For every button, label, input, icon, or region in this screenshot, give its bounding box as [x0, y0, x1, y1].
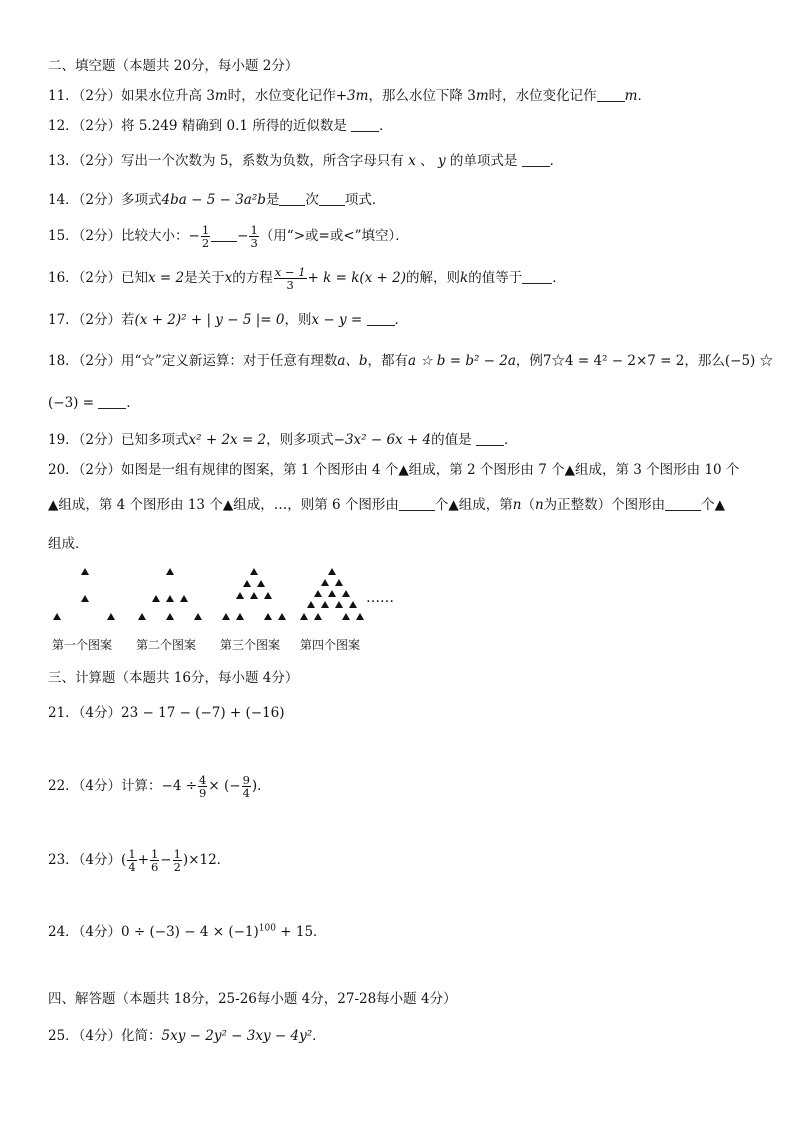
triangle-icon: [236, 592, 244, 599]
q16-denominator: 3: [286, 278, 294, 292]
triangle-icon: [314, 613, 322, 620]
caption-pattern-2: 第二个图案: [136, 638, 197, 652]
triangle-icon: [321, 601, 329, 608]
q23-numerator-3: 1: [173, 847, 181, 861]
triangle-icon: [194, 613, 202, 620]
q22-end: )．: [251, 778, 271, 794]
q14-text-c: 次: [305, 192, 319, 208]
q20-line2-d: 为正整数）个图形由: [543, 497, 666, 513]
q15-fraction-half: [201, 224, 210, 249]
q15-text-b: （用“>或=或<”填空）．: [259, 228, 409, 244]
caption-pattern-1: 第一个图案: [52, 638, 113, 652]
q20-line1: 如图是一组有规律的图案，第 1 个图形由 4 个▲组成，第 2 个图形由 7 个▲组成，第 3 个图形由 10 个: [121, 462, 740, 478]
triangle-icon: [107, 613, 115, 620]
q18-question: (−5) ☆: [724, 353, 774, 369]
q15-numerator-2: 1: [250, 223, 258, 237]
q14-text-d: 项式．: [344, 192, 386, 208]
q18-text-d: ，那么: [684, 353, 725, 369]
pattern-4: [300, 568, 364, 620]
q25-text-a: 化简：: [121, 1028, 162, 1044]
q20-answer-blank-2[interactable]: [665, 510, 701, 511]
q15-fraction-third: [249, 224, 258, 249]
q23-number: 23．（4分）: [48, 852, 122, 868]
question-15: [48, 224, 409, 249]
question-20-line3: [48, 534, 89, 554]
q18-definition: a ☆ b = b² − 2a: [408, 353, 516, 369]
q22-text-c: × (−: [208, 778, 241, 794]
q23-fraction-1: [127, 848, 136, 873]
question-24: [48, 922, 327, 942]
q14-terms-blank[interactable]: [319, 205, 345, 206]
question-23: [48, 848, 230, 873]
q16-text-f: 的值等于: [468, 270, 523, 286]
q18-a-b: a、b: [337, 353, 368, 369]
q18-text-a: 用“☆”定义新运算：对于任意有理数: [121, 353, 338, 369]
question-17: [48, 310, 408, 330]
q19-text-b: ，则多项式: [266, 432, 334, 448]
triangle-icon: [321, 579, 329, 586]
question-12: [48, 116, 393, 136]
triangle-icon: [307, 601, 315, 608]
q13-end: ．: [549, 153, 564, 169]
q16-fraction: [274, 266, 307, 291]
pattern-3: [222, 568, 286, 620]
q13-answer-blank[interactable]: [522, 166, 550, 167]
question-19: [48, 430, 517, 450]
q21-number: 21．（4分）: [48, 705, 122, 721]
q14-text-a: 多项式: [121, 192, 162, 208]
triangle-icon: [166, 595, 174, 602]
q22-numerator-1: 4: [199, 773, 207, 787]
q11-m-2: m: [475, 88, 489, 104]
triangle-icon: [314, 590, 322, 597]
question-20: [48, 460, 739, 480]
q22-denominator-2: 4: [242, 786, 250, 800]
q20-n-2: n: [534, 497, 544, 513]
question-18-line2: [48, 393, 140, 413]
q13-text-b: 的单项式是: [449, 153, 518, 169]
q20-number: 20．（2分）: [48, 462, 122, 478]
q23-denominator-3: 2: [173, 860, 181, 874]
q20-n-1: n: [512, 497, 522, 513]
q18-example: 7☆4 = 4² − 2×7 = 2: [542, 353, 685, 369]
q11-text-c: ，那么水位下降 3: [368, 88, 476, 104]
q22-numerator-2: 9: [242, 773, 250, 787]
q20-line3: 组成．: [48, 536, 89, 552]
q22-text-b: −4 ÷: [161, 778, 198, 794]
triangle-icon: [138, 613, 146, 620]
q19-polynomial-1: x² + 2x = 2: [188, 432, 267, 448]
q23-fraction-3: [173, 848, 182, 873]
q14-text-b: 是: [265, 192, 280, 208]
q19-answer-blank[interactable]: [476, 445, 504, 446]
q13-y: y: [437, 153, 446, 169]
q16-x: x: [224, 270, 233, 286]
question-18: [48, 351, 773, 371]
q11-end: ．: [637, 88, 651, 104]
q12-end: ．: [379, 118, 393, 134]
q11-m-3: m: [624, 88, 638, 104]
question-14: [48, 190, 385, 210]
q20-answer-blank-1[interactable]: [399, 510, 435, 511]
question-13: [48, 151, 563, 171]
q16-number: 16．（2分）: [48, 270, 122, 286]
q11-number: 11．（2分）: [48, 88, 122, 104]
q20-line2-a: ▲组成，第 4 个图形由 13 个▲组成，…，则第 6 个图形由: [48, 497, 399, 513]
q13-x: x: [408, 153, 416, 169]
triangle-icon: [264, 613, 272, 620]
q14-degree-blank[interactable]: [279, 205, 305, 206]
q11-text-b: 时，水位变化记作: [227, 88, 336, 104]
triangle-icon: [342, 613, 350, 620]
q23-plus: +: [137, 852, 149, 868]
q24-exponent: 100: [258, 923, 276, 934]
triangle-icon: [250, 568, 258, 575]
q15-neg-2: −: [237, 228, 249, 244]
q14-expression: 4ba − 5 − 3a²b: [161, 192, 266, 208]
q22-denominator-1: 9: [199, 786, 207, 800]
triangle-icon: [243, 580, 251, 587]
ellipsis-dots: ……: [366, 590, 394, 606]
q15-denominator-2: 2: [201, 236, 210, 250]
q17-expression: (x + 2)² + | y − 5 |= 0: [134, 312, 285, 328]
triangle-icon: [236, 613, 244, 620]
q19-text-c: 的值是: [431, 432, 472, 448]
q18-end: ．: [126, 395, 140, 411]
triangle-icon: [222, 613, 230, 620]
triangle-icon: [81, 568, 89, 575]
triangle-icon: [257, 580, 265, 587]
q22-fraction-2: [242, 774, 251, 799]
q15-neg-1: −: [188, 228, 200, 244]
q16-text-a: 已知: [121, 270, 149, 286]
q20-line2-c: （: [521, 497, 535, 513]
q19-text-a: 已知多项式: [121, 432, 189, 448]
triangle-icon: [335, 601, 343, 608]
q13-number: 13．（2分）: [48, 153, 122, 169]
triangle-icon: [166, 568, 174, 575]
q22-text-a: 计算：: [121, 778, 162, 794]
q11-answer-blank[interactable]: [597, 101, 625, 102]
q23-numerator-2: 1: [150, 847, 159, 861]
question-22: [48, 774, 271, 799]
q16-text-c: 的方程: [232, 270, 273, 286]
question-20-line2: [48, 495, 725, 515]
q17-x-minus-y: x − y =: [311, 312, 363, 328]
triangle-icon: [53, 613, 61, 620]
q14-number: 14．（2分）: [48, 192, 122, 208]
triangle-icon: [250, 592, 258, 599]
q22-number: 22．（4分）: [48, 778, 122, 794]
q17-answer-blank[interactable]: [367, 325, 395, 326]
q11-plus3m: +3m: [335, 88, 369, 104]
q24-number: 24．（4分）: [48, 924, 122, 940]
section3-title: 三、计算题（本题共 16分，每小题 4分）: [48, 670, 299, 686]
caption-pattern-3: 第三个图案: [220, 638, 281, 652]
q23-minus: −: [160, 852, 172, 868]
q19-polynomial-2: −3x² − 6x + 4: [333, 432, 432, 448]
q19-number: 19．（2分）: [48, 432, 122, 448]
q16-text-b: 是关于: [184, 270, 225, 286]
q23-end: )×12．: [182, 852, 231, 868]
q13-text-a: 写出一个次数为 5，系数为负数，所含字母只有: [121, 153, 404, 169]
q18-answer-blank[interactable]: [98, 408, 126, 409]
question-21: [48, 703, 285, 723]
q24-expression-a: 0 ÷ (−3) − 4 × (−1): [121, 924, 259, 940]
q15-denominator-3: 3: [250, 236, 258, 250]
q15-number: 15．（2分）: [48, 228, 122, 244]
triangle-icon: [328, 590, 336, 597]
q11-text-a: 如果水位升高 3: [121, 88, 215, 104]
triangle-icon: [349, 601, 357, 608]
q15-numerator-1: 1: [201, 223, 210, 237]
triangle-icon: [180, 595, 188, 602]
question-11: [48, 86, 651, 106]
q23-denominator-1: 4: [128, 860, 136, 874]
q16-x-equals: x = 2: [148, 270, 185, 286]
q16-numerator: x − 1: [274, 265, 306, 279]
q16-end: ．: [552, 270, 566, 286]
q12-answer-blank[interactable]: [351, 131, 379, 132]
q11-m-1: m: [214, 88, 228, 104]
q12-number: 12．（2分）: [48, 118, 122, 134]
q25-number: 25．（4分）: [48, 1028, 122, 1044]
q18-text-b: ，都有: [367, 353, 409, 369]
triangle-icon: [278, 613, 286, 620]
q24-expression-b: + 15．: [280, 924, 327, 940]
triangle-icon: [356, 613, 364, 620]
q25-expression: 5xy − 2y² − 3xy − 4y²: [161, 1028, 313, 1044]
q25-end: ．: [312, 1028, 326, 1044]
q16-answer-blank[interactable]: [522, 283, 552, 284]
triangle-icon: [81, 595, 89, 602]
q20-line2-e: 个▲: [701, 497, 726, 513]
q12-text: 将 5.249 精确到 0.1 所得的近似数是: [121, 118, 347, 134]
triangle-icon: [335, 579, 343, 586]
q18-text-c: ，例: [515, 353, 543, 369]
section2-title: 二、填空题（本题共 20分，每小题 2分）: [48, 58, 299, 74]
q16-k: k: [460, 270, 469, 286]
q17-end: ．: [394, 312, 408, 328]
q20-line2-b: 个▲组成，第: [434, 497, 513, 513]
q16-equation-rest: + k = k(x + 2): [307, 270, 407, 286]
q21-expression: 23 − 17 − (−7) + (−16): [121, 705, 285, 721]
pattern-2: [138, 568, 202, 620]
q11-text-d: 时，水位变化记作: [488, 88, 597, 104]
triangle-icon: [328, 568, 336, 575]
q23-denominator-2: 6: [150, 860, 159, 874]
section4-title: 四、解答题（本题共 18分，25-26每小题 4分，27-28每小题 4分）: [48, 991, 457, 1007]
pattern-1: [53, 568, 115, 620]
triangle-icon: [264, 592, 272, 599]
triangle-icon: [166, 613, 174, 620]
q23-open: (: [121, 852, 127, 868]
triangle-icon: [152, 595, 160, 602]
q16-text-e: 的解，则: [406, 270, 461, 286]
triangle-icon: [300, 613, 308, 620]
q17-text-b: ，则: [284, 312, 312, 328]
q23-fraction-2: [150, 848, 159, 873]
q22-fraction-1: [198, 774, 207, 799]
q18-line2-text: (−3) =: [48, 395, 95, 411]
caption-pattern-4: 第四个图案: [300, 638, 361, 652]
q15-text-a: 比较大小：: [121, 228, 189, 244]
triangle-icon: [342, 590, 350, 597]
question-16: [48, 266, 566, 291]
question-25: [48, 1026, 326, 1046]
q17-number: 17．（2分）: [48, 312, 122, 328]
q19-end: ．: [503, 432, 518, 448]
q15-answer-blank[interactable]: [211, 241, 237, 242]
q17-text-a: 若: [121, 312, 135, 328]
q18-number: 18．（2分）: [48, 353, 122, 369]
q13-sep: 、: [420, 153, 434, 169]
q23-numerator-1: 1: [128, 847, 136, 861]
